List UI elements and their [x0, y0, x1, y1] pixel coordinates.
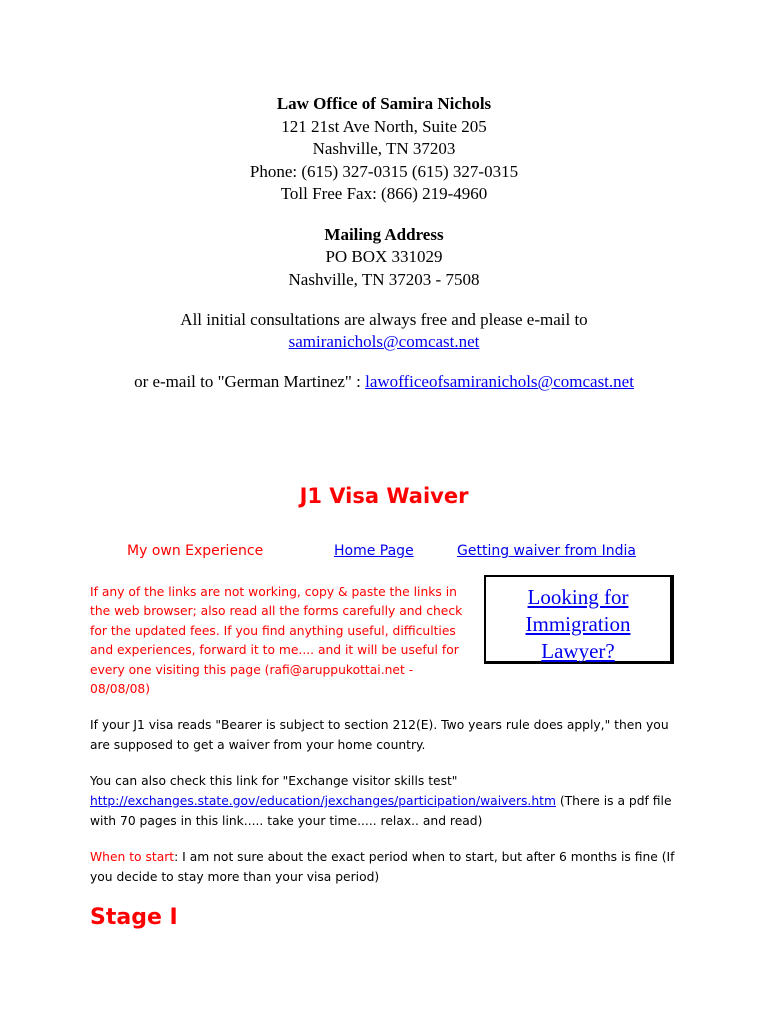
- office-address-block: [0, 93, 768, 291]
- mailing-box: PO BOX 331029: [325, 247, 443, 266]
- mailing-heading: Mailing Address: [324, 224, 444, 244]
- ad-line-2[interactable]: Immigration: [525, 612, 631, 636]
- alt-contact-block: [0, 371, 768, 393]
- office-phone: Phone: (615) 327-0315 (615) 327-0315: [249, 161, 519, 181]
- nav-india-waiver-link[interactable]: Getting waiver from India: [457, 543, 636, 559]
- stage-heading: Stage I: [90, 905, 178, 930]
- notice-text: If any of the links are not working, copy & paste the links in the web browser; also read all the forms carefully and check for the updated fees. If you find anything useful, difficulties and experiences, forward it to me.... and it will be useful for every one visiting this page (rafi@aruppukottai.net - 08/08/08): [90, 585, 463, 697]
- consultation-block: [0, 309, 768, 353]
- skills-test-intro: You can also check this link for "Exchange visitor skills test": [90, 774, 458, 788]
- when-to-start-paragraph: [90, 847, 690, 887]
- mailing-city: Nashville, TN 37203 - 7508: [288, 269, 480, 289]
- waivers-link[interactable]: http://exchanges.state.gov/education/jexchanges/participation/waivers.htm: [90, 794, 556, 808]
- skills-test-paragraph: [90, 771, 690, 831]
- consultation-text: All initial consultations are always free and please e-mail to: [180, 310, 588, 329]
- skills-test-note: (There is a pdf file with 70 pages in this link..... take your time..... relax.. and read): [90, 794, 672, 828]
- bearer-paragraph: If your J1 visa reads "Bearer is subject to section 212(E). Two years rule does apply," then you are supposed to get a waiver from your home country.: [90, 718, 669, 752]
- alt-contact-text: or e-mail to "German Martinez" :: [134, 372, 366, 391]
- page-title: J1 Visa Waiver: [299, 484, 469, 508]
- nav-my-experience[interactable]: My own Experience: [127, 543, 264, 559]
- office-fax: Toll Free Fax: (866) 219-4960: [280, 184, 488, 203]
- office-city: Nashville, TN 37203: [312, 139, 456, 158]
- when-to-start-label: When to start: [90, 850, 175, 864]
- office-name: Law Office of Samira Nichols: [276, 94, 492, 113]
- ad-line-3[interactable]: Lawyer?: [541, 639, 615, 663]
- alt-email-link[interactable]: lawofficeofsamiranichols@comcast.net: [365, 372, 634, 391]
- ad-line-1[interactable]: Looking for: [527, 585, 629, 609]
- nav-home-page-link[interactable]: Home Page: [334, 543, 414, 559]
- when-to-start-text: : I am not sure about the exact period when to start, but after 6 months is fine (If you decide to stay more than your visa period): [90, 850, 675, 884]
- email-link[interactable]: samiranichols@comcast.net: [288, 332, 480, 351]
- office-street: 121 21st Ave North, Suite 205: [281, 116, 487, 136]
- spacer: [0, 206, 768, 224]
- lawyer-ad-box: [484, 575, 674, 664]
